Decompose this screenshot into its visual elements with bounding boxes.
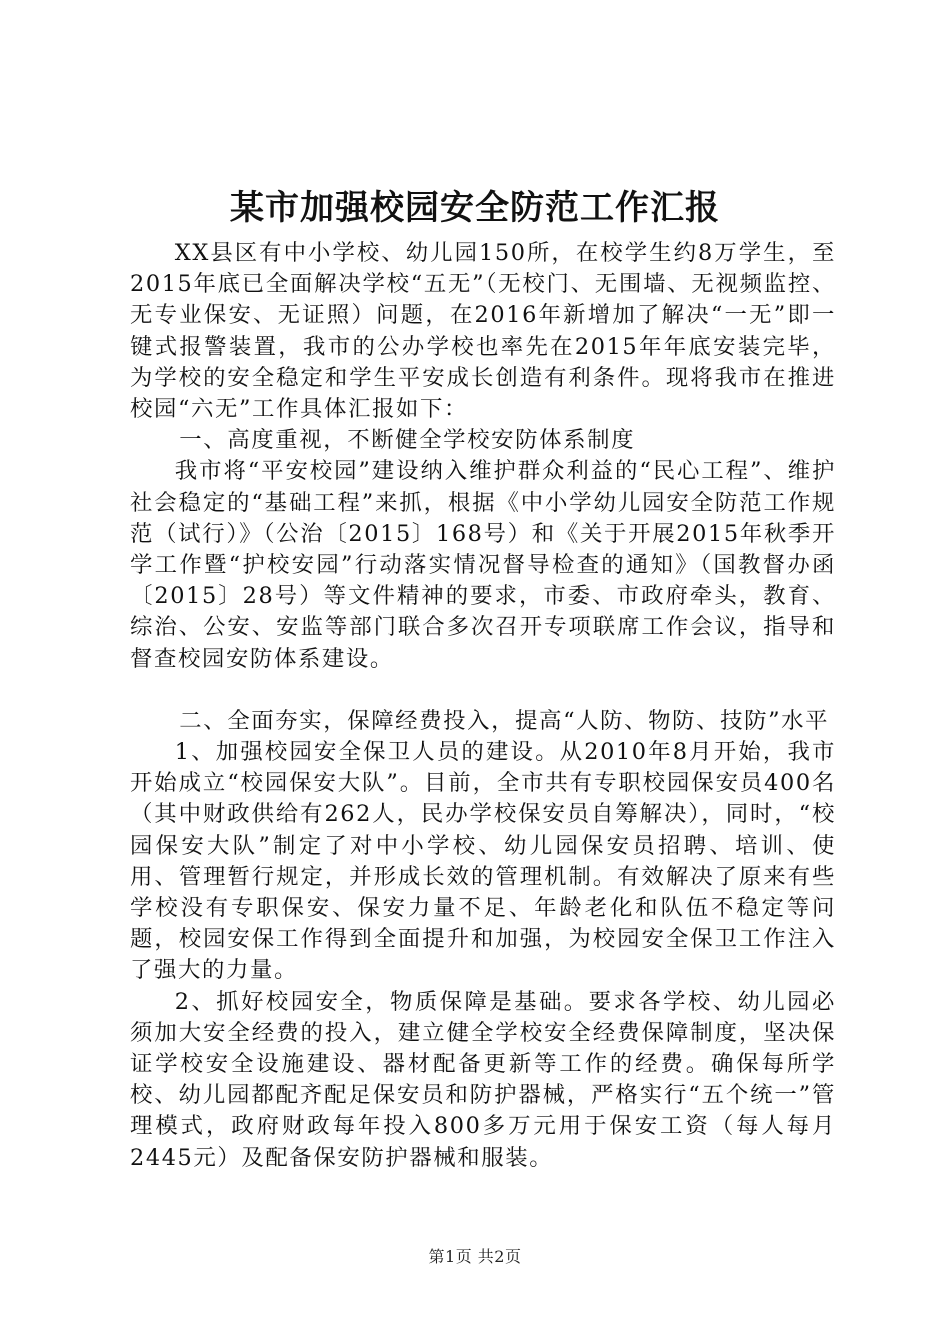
section-2-item-2: 2、抓好校园安全，物质保障是基础。要求各学校、幼儿园必须加大安全经费的投入，建立健全学校安全经费保障制度，坚决保证学校安全设施建设、器材配备更新等工作的经费。确保每所学校、幼儿园都配齐配足保安员和防护器械，严格实行“五个统一”管理模式，政府财政每年投入800多万元用于保安工资（每人每月2445元）及配备保安防护器械和服装。 bbox=[130, 988, 836, 1171]
section-heading-1: 一、高度重视，不断健全学校安防体系制度 bbox=[179, 427, 636, 454]
page-footer: 第1页 共2页 bbox=[428, 1247, 522, 1266]
section-heading-2: 二、全面夯实，保障经费投入，提高“人防、物防、技防”水平 bbox=[179, 707, 830, 734]
document-title: 某市加强校园安全防范工作汇报 bbox=[230, 188, 720, 228]
section-2-item-1: 1、加强校园安全保卫人员的建设。从2010年8月开始，我市开始成立“校园保安大队”。目前，全市共有专职校园保安员400名（其中财政供给有262人，民办学校保安员自筹解决），同时，“校园保安大队”制定了对中小学校、幼儿园保安员招聘、培训、使用、管理暂行规定，并形成长效的管理机制。有效解决了原来有些学校没有专职保安、保安力量不足、年龄老化和队伍不稳定等问题，校园安保工作得到全面提升和加强，为校园安全保卫工作注入了强大的力量。 bbox=[130, 739, 836, 984]
document-body bbox=[130, 238, 836, 1174]
section-1-paragraph: 我市将“平安校园”建设纳入维护群众利益的“民心工程”、维护社会稳定的“基础工程”来抓，根据《中小学幼儿园安全防范工作规范（试行）》（公治〔2015〕168号）和《关于开展2015年秋季开学工作暨“护校安园”行动落实情况督导检查的通知》（国教督办函〔2015〕28号）等文件精神的要求，市委、市政府牵头，教育、综治、公安、安监等部门联合多次召开专项联席工作会议，指导和督查校园安防体系建设。 bbox=[130, 458, 836, 672]
paragraph-spacer bbox=[130, 675, 836, 706]
intro-paragraph: XX县区有中小学校、幼儿园150所，在校学生约8万学生，至2015年底已全面解决学校“五无”（无校门、无围墙、无视频监控、无专业保安、无证照）问题，在2016年新增加了解决“一无”即一键式报警装置，我市的公办学校也率先在2015年年底安装完毕，为学校的安全稳定和学生平安成长创造有利条件。现将我市在推进校园“六无”工作具体汇报如下： bbox=[130, 240, 836, 423]
